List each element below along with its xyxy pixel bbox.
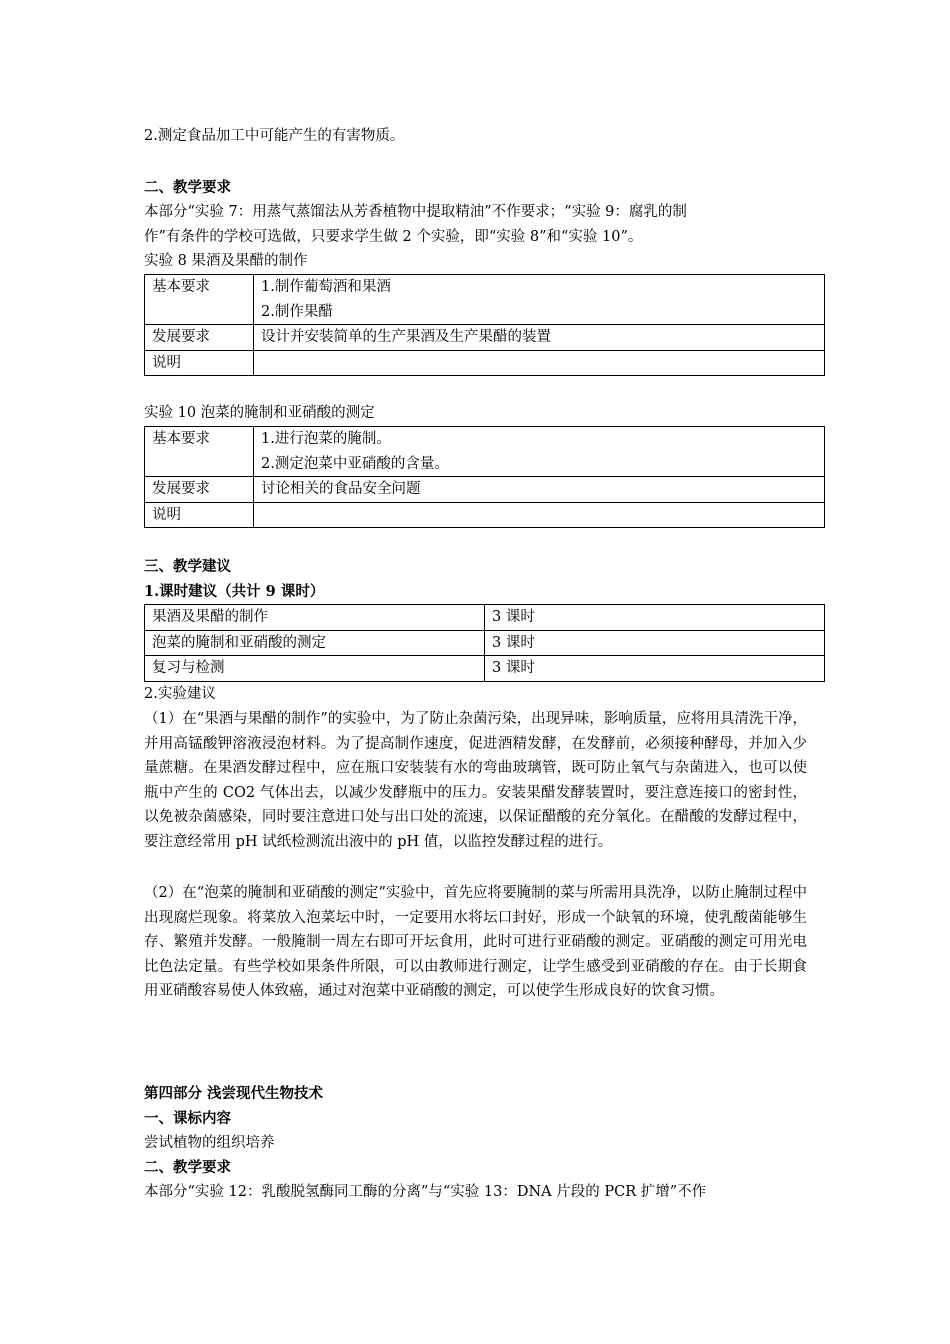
row-content: 设计并安装简单的生产果酒及生产果醋的装置 <box>254 325 825 351</box>
row-content <box>254 427 825 477</box>
table-row <box>145 630 825 656</box>
hours-item: 泡菜的腌制和亚硝酸的测定 <box>145 630 485 656</box>
exp10-title: 实验 10 泡菜的腌制和亚硝酸的测定 <box>144 405 375 421</box>
row-label: 发展要求 <box>145 477 254 503</box>
table-row <box>145 477 825 503</box>
table-row <box>145 275 825 325</box>
table-row <box>145 656 825 682</box>
section2-heading: 二、教学要求 <box>144 179 231 196</box>
intro-line: 2.测定食品加工中可能产生的有害物质。 <box>144 128 405 144</box>
row-content <box>254 275 825 325</box>
table-row <box>145 502 825 528</box>
cell-line: 1.进行泡菜的腌制。 <box>261 431 391 447</box>
hours-value: 3 课时 <box>485 656 825 682</box>
part4-sub2: 二、教学要求 <box>144 1159 231 1176</box>
part4-last-line: 本部分“实验 12：乳酸脱氢酶同工酶的分离”与“实验 13：DNA 片段的 PCR 扩增”不作 <box>144 1184 707 1200</box>
hours-item: 复习与检测 <box>145 656 485 682</box>
experiment-advice-2: （2）在“泡菜的腌制和亚硝酸的测定”实验中，首先应将要腌制的菜与所需用具洗净，以防止腌制过程中出现腐烂现象。将菜放入泡菜坛中时，一定要用水将坛口封好，形成一个缺氧的环境，使乳酸菌能够生存、繁殖并发酵。一般腌制一周左右即可开坛食用，此时可进行亚硝酸的测定。亚硝酸的测定可用光电比色法定量。有些学校如果条件所限，可以由教师进行测定，让学生感受到亚硝酸的存在。由于长期食用亚硝酸容易使人体致癌，通过对泡菜中亚硝酸的测定，可以使学生形成良好的饮食习惯。 <box>144 885 807 999</box>
section3-sub1: 1.课时建议（共计 9 课时） <box>144 583 325 600</box>
part4-content: 尝试植物的组织培养 <box>144 1135 275 1151</box>
exp8-table <box>144 274 825 376</box>
section3-sub2: 2.实验建议 <box>144 686 216 702</box>
row-content <box>254 350 825 376</box>
exp8-title: 实验 8 果酒及果醋的制作 <box>144 253 308 269</box>
row-label: 说明 <box>145 502 254 528</box>
exp10-table <box>144 426 825 528</box>
row-content <box>254 502 825 528</box>
section2-para-line1: 本部分“实验 7：用蒸气蒸馏法从芳香植物中提取精油”不作要求；“实验 9：腐乳的制 <box>144 204 687 220</box>
table-row <box>145 605 825 631</box>
section2-para-line2: 作”有条件的学校可选做，只要求学生做 2 个实验，即“实验 8”和“实验 10”。 <box>144 229 643 245</box>
cell-line: 2.测定泡菜中亚硝酸的含量。 <box>261 455 449 472</box>
cell-line: 1.制作葡萄酒和果酒 <box>261 279 391 295</box>
row-label: 基本要求 <box>145 427 254 477</box>
section3-heading: 三、教学建议 <box>144 558 231 575</box>
hours-value: 3 课时 <box>485 605 825 631</box>
cell-line: 2.制作果醋 <box>261 303 333 320</box>
hours-value: 3 课时 <box>485 630 825 656</box>
table-row <box>145 325 825 351</box>
row-label: 说明 <box>145 350 254 376</box>
row-content: 讨论相关的食品安全问题 <box>254 477 825 503</box>
hours-table <box>144 604 825 682</box>
table-row <box>145 427 825 477</box>
part4-sub1: 一、课标内容 <box>144 1110 231 1127</box>
experiment-advice-1: （1）在“果酒与果醋的制作”的实验中，为了防止杂菌污染，出现异味，影响质量，应将用具清洗干净，并用高锰酸钾溶液浸泡材料。为了提高制作速度，促进酒精发酵，在发酵前，必须接种酵母，并加入少量蔗糖。在果酒发酵过程中，应在瓶口安装装有水的弯曲玻璃管，既可防止氧气与杂菌进入，也可以使瓶中产生的 CO2 气体出去，以减少发酵瓶中的压力。安装果醋发酵装置时，要注意连接口的密封性，以免被杂菌感染，同时要注意进口处与出口处的流速，以保证醋酸的充分氧化。在醋酸的发酵过程中，要注意经常用 pH 试纸检测流出液中的 pH 值，以监控发酵过程的进行。 <box>144 711 807 850</box>
table-row <box>145 350 825 376</box>
hours-item: 果酒及果醋的制作 <box>145 605 485 631</box>
row-label: 发展要求 <box>145 325 254 351</box>
row-label: 基本要求 <box>145 275 254 325</box>
part4-heading: 第四部分 浅尝现代生物技术 <box>144 1085 324 1102</box>
